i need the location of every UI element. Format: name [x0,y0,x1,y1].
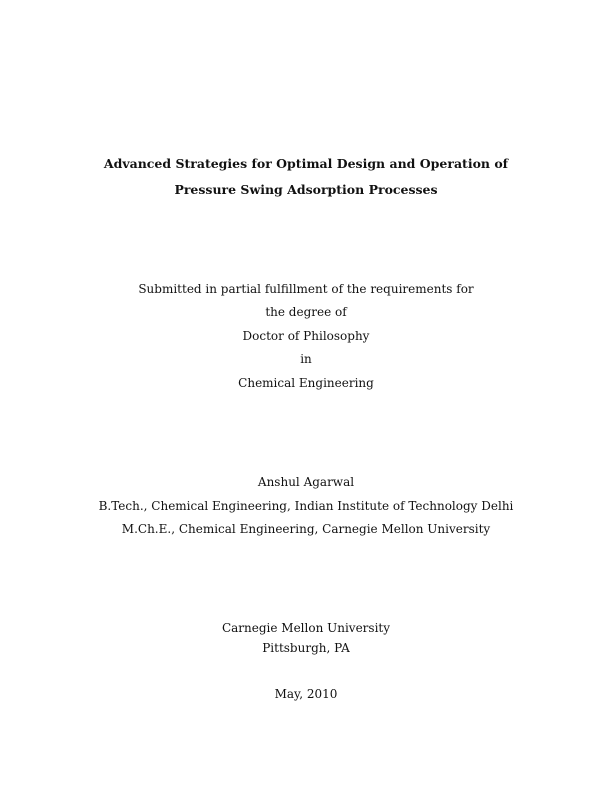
submission-date: May, 2010 [274,687,338,701]
thesis-title-line-1: Advanced Strategies for Optimal Design and Operation of [103,156,509,171]
degree-name: Doctor of Philosophy [242,329,370,343]
degree-intro: the degree of [265,305,347,319]
degree-in: in [300,352,312,366]
author-name: Anshul Agarwal [257,475,355,489]
degree-field: Chemical Engineering [238,376,374,390]
submission-statement: Submitted in partial fulfillment of the requirements for [138,282,474,296]
thesis-title-line-2: Pressure Swing Adsorption Processes [174,182,438,197]
author-credential-1: B.Tech., Chemical Engineering, Indian Institute of Technology Delhi [98,499,514,513]
institution-location: Pittsburgh, PA [262,641,350,655]
institution-name: Carnegie Mellon University [221,621,391,635]
author-credential-2: M.Ch.E., Chemical Engineering, Carnegie Mellon University [121,522,491,536]
